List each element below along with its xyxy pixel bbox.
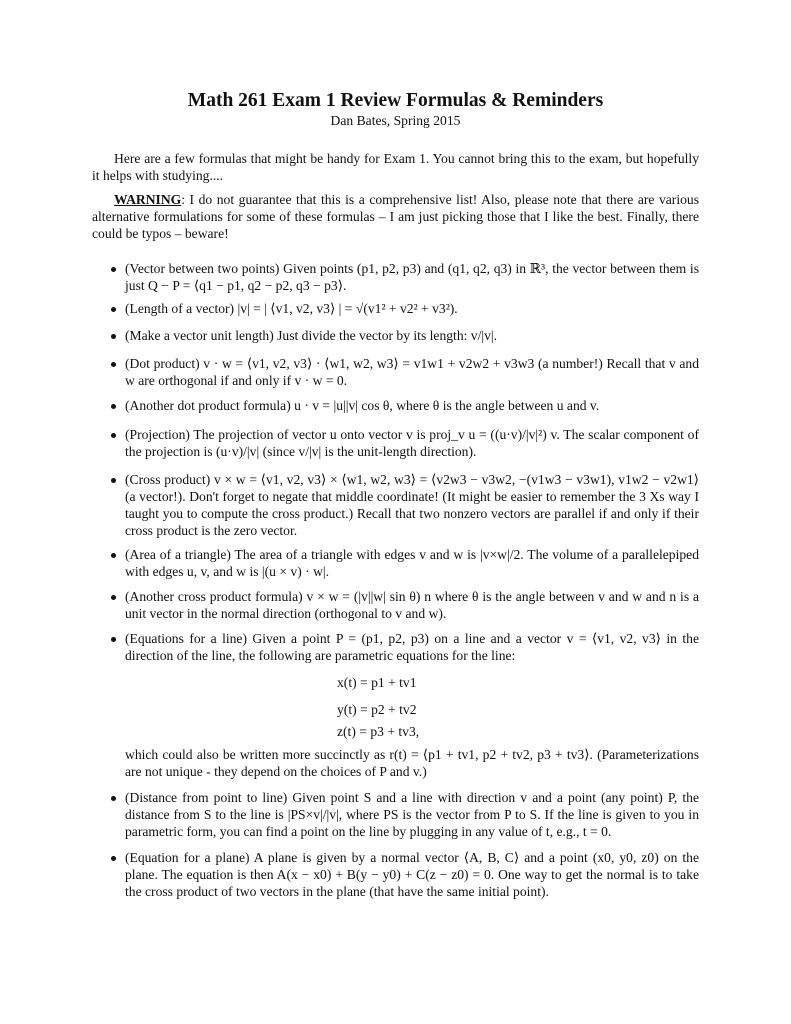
bullet-icon xyxy=(111,334,116,339)
bullet-icon xyxy=(111,796,116,801)
list-item xyxy=(125,327,699,344)
page-title: Math 261 Exam 1 Review Formulas & Reminders xyxy=(187,90,604,111)
list-item xyxy=(125,426,699,460)
intro-paragraph: Here are a few formulas that might be handy for Exam 1. You cannot bring this to the exam, but hopefully it helps with studying.... xyxy=(92,151,699,183)
list-item xyxy=(125,397,699,414)
item-text: (Area of a triangle) The area of a triangle with edges v and w is |v×w|/2. The volume of a parallelepiped with edges u, v, and w is |(u × v) · w|. xyxy=(125,547,699,579)
list-item xyxy=(125,300,699,317)
bullet-icon xyxy=(111,307,116,312)
bullet-icon xyxy=(111,362,116,367)
bullet-icon xyxy=(111,267,116,272)
item-text: (Another dot product formula) u · v = |u||v| cos θ, where θ is the angle between u and v. xyxy=(125,398,600,413)
list-item xyxy=(125,355,699,389)
warning-label: WARNING xyxy=(114,192,182,207)
list-item xyxy=(125,789,699,840)
list-item xyxy=(125,471,699,539)
item-text: (Vector between two points) Given points (p1, p2, p3) and (q1, q2, q3) in ℝ³, the vector between them is just Q − P = ⟨q1 − p1, q2 − p2, q3 − p3⟩. xyxy=(125,261,699,293)
item-text: (Projection) The projection of vector u onto vector v is proj_v u = ((u·v)/|v|²) v. The scalar component of the projection is (u·v)/|v| (since v/|v| is the unit-length direction). xyxy=(125,427,699,459)
list-item xyxy=(125,588,699,622)
bullet-icon xyxy=(111,595,116,600)
list-item xyxy=(125,630,699,780)
equation-block xyxy=(125,674,699,740)
equation-x: x(t) = p1 + tv1 xyxy=(337,675,417,690)
bullet-icon xyxy=(111,478,116,483)
item-text: (Equations for a line) Given a point P = (p1, p2, p3) on a line and a vector v = ⟨v1, v2, v3⟩ in the direction of the line, the following are parametric equations for the line: xyxy=(125,631,699,663)
list-item xyxy=(125,849,699,900)
author-line: Dan Bates, Spring 2015 xyxy=(330,113,461,128)
list-item xyxy=(125,260,699,294)
item-text: (Equation for a plane) A plane is given by a normal vector ⟨A, B, C⟩ and a point (x0, y0, z0) on the plane. The equation is then A(x − x0) + B(y − y0) + C(z − z0) = 0. One way to get the normal is to take the cross product of two vectors in the plane (that have the same initial point). xyxy=(125,850,699,899)
bullet-icon xyxy=(111,637,116,642)
warning-paragraph xyxy=(92,191,699,242)
bullet-icon xyxy=(111,553,116,558)
equation-y: y(t) = p2 + tv2 xyxy=(337,702,417,717)
item-text: (Distance from point to line) Given point S and a line with direction v and a point (any point) P, the distance from S to the line is |PS×v|/|v|, where PS is the vector from P to S. If the line is given to you in parametric form, you can find a point on the line by plugging in any value of t, e.g., t = 0. xyxy=(125,790,699,839)
equation-z: z(t) = p3 + tv3, xyxy=(337,724,420,739)
item-text: (Length of a vector) |v| = | ⟨v1, v2, v3⟩ | = √(v1² + v2² + v3²). xyxy=(125,301,458,316)
item-text: (Make a vector unit length) Just divide the vector by its length: v/|v|. xyxy=(125,328,498,343)
item-text: (Cross product) v × w = ⟨v1, v2, v3⟩ × ⟨w1, w2, w3⟩ = ⟨v2w3 − v3w2, −(v1w3 − v3w1), v1w2 − v2w1⟩ (a vector!). Don't forget to negate that middle coordinate! (It might be easier to remember the 3 Xs way I taught you to compute the cross product.) Recall that two nonzero vectors are parallel if and only if their cross product is the zero vector. xyxy=(125,472,699,538)
item-text-continued: which could also be written more succinctly as r(t) = ⟨p1 + tv1, p2 + tv2, p3 + tv3⟩. (Parameterizations are not unique - they depend on the choices of P and v.) xyxy=(125,747,699,779)
list-item xyxy=(125,546,699,580)
bullet-icon xyxy=(111,404,116,409)
warning-text: : I do not guarantee that this is a comprehensive list! Also, please note that there are various alternative formulations for some of these formulas – I am just picking those that I like the best. Finally, there could be typos – beware! xyxy=(92,192,699,241)
bullet-icon xyxy=(111,856,116,861)
item-text: (Another cross product formula) v × w = (|v||w| sin θ) n where θ is the angle between v and w and n is a unit vector in the normal direction (orthogonal to v and w). xyxy=(125,589,699,621)
item-text: (Dot product) v · w = ⟨v1, v2, v3⟩ · ⟨w1, w2, w3⟩ = v1w1 + v2w2 + v3w3 (a number!) Recall that v and w are orthogonal if and only if v · w = 0. xyxy=(125,356,699,388)
bullet-icon xyxy=(111,433,116,438)
